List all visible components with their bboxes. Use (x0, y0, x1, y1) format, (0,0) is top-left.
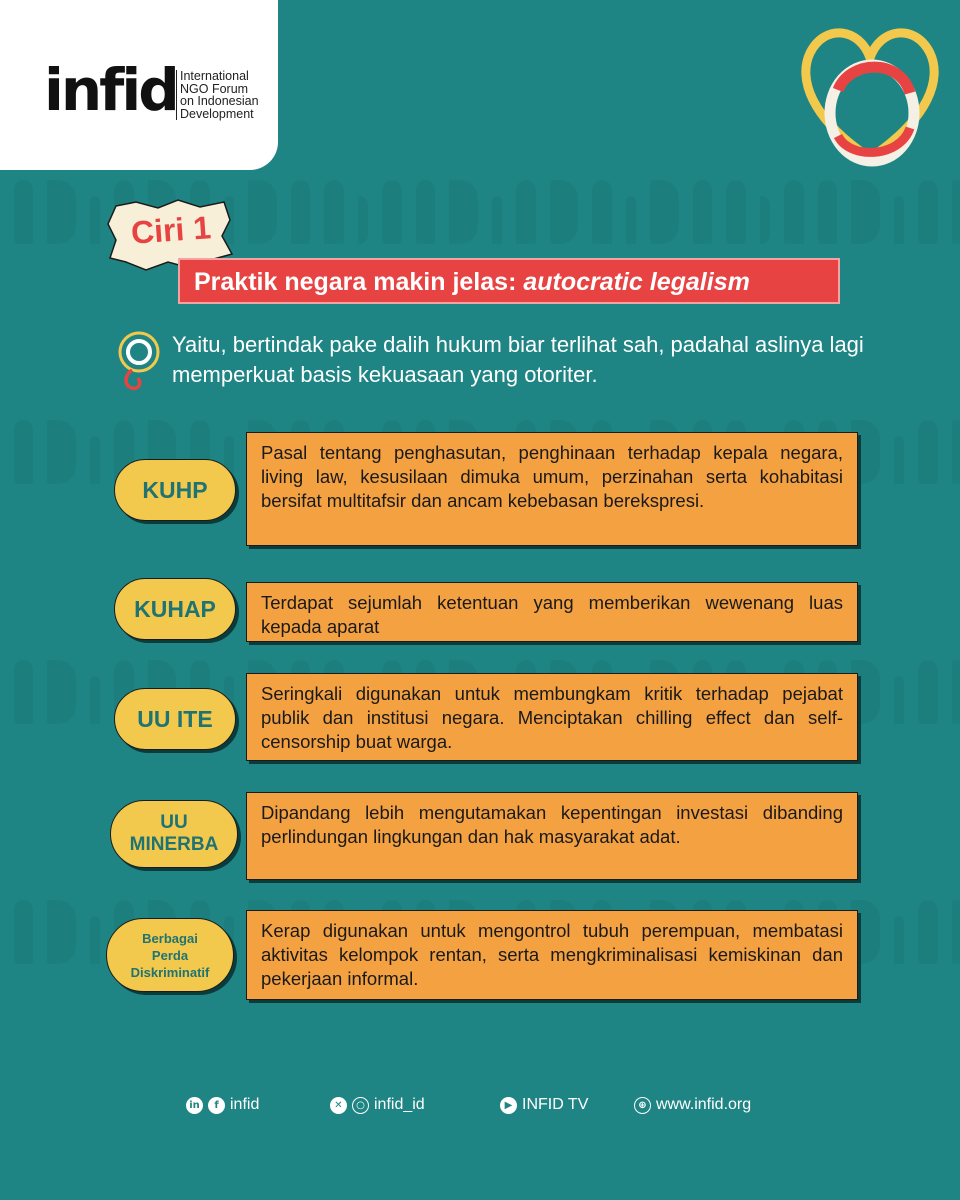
footer-website[interactable] (634, 1096, 751, 1114)
globe-icon: ⊕ (634, 1097, 651, 1114)
law-label-perda-diskriminatif (106, 918, 234, 992)
law-label-uu-ite (114, 688, 236, 750)
footer-website-url: www.infid.org (656, 1096, 752, 1113)
law-label-text: UU ITE (137, 705, 213, 732)
law-label-line: Diskriminatif (130, 964, 210, 980)
footer-youtube[interactable] (500, 1096, 588, 1114)
law-description-uu-ite: Seringkali digunakan untuk membungkam kritik terhadap pejabat publik dan institusi negara. Menciptakan chilling effect dan self-censorship buat warga. (246, 673, 858, 761)
law-description-perda-diskriminatif: Kerap digunakan untuk mengontrol tubuh perempuan, membatasi aktivitas kelompok rentan, serta mengkriminalisasi kemiskinan dan pekerjaan informal. (246, 910, 858, 1000)
title-emphasis: autocratic legalism (523, 268, 750, 296)
logo-subtitle-line: NGO Forum (180, 81, 249, 96)
law-description-kuhap: Terdapat sejumlah ketentuan yang memberikan wewenang luas kepada aparat (246, 582, 858, 642)
logo-subtitle-line: International (180, 69, 249, 83)
page-title (178, 258, 840, 304)
footer-x-instagram[interactable] (330, 1096, 425, 1114)
instagram-icon: ○ (352, 1097, 369, 1114)
intro-text: Yaitu, bertindak pake dalih hukum biar terlihat sah, padahal aslinya lagi memperkuat basis kekuasaan yang otoriter. (172, 332, 864, 387)
law-label-text: KUHP (142, 476, 208, 503)
footer-linkedin-facebook[interactable] (186, 1096, 259, 1114)
law-label-uu-minerba (110, 800, 238, 868)
logo-wordmark: infid (44, 56, 177, 124)
law-description-kuhp: Pasal tentang penghasutan, penghinaan terhadap kepala negara, living law, kesusilaan dimuka umum, perzinahan serta kohabitasi bersifat multitafsir dan ancam kebebasan berekspresi. (246, 432, 858, 546)
law-label-line: Perda (151, 947, 189, 963)
facebook-icon: f (208, 1097, 225, 1114)
youtube-icon: ▶ (500, 1097, 517, 1114)
law-label-text: KUHAP (134, 595, 216, 622)
law-label-line: MINERBA (129, 834, 219, 855)
rings-bullet-icon (116, 330, 162, 392)
logo-subtitle-line: on Indonesian (180, 94, 259, 108)
logo-card (0, 0, 278, 170)
logo-subtitle-line: Development (180, 106, 254, 121)
law-label-kuhap (114, 578, 236, 640)
ciri-label: Ciri 1 (129, 209, 213, 251)
law-label-line: UU (160, 812, 188, 833)
decorative-rings-icon (790, 18, 950, 168)
law-description-uu-minerba: Dipandang lebih mengutamakan kepentingan investasi dibanding perlindungan lingkungan dan hak masyarakat adat. (246, 792, 858, 880)
logo-subtitle (176, 70, 276, 120)
law-label-kuhp (114, 459, 236, 521)
linkedin-icon: in (186, 1097, 203, 1114)
footer-social-bar (0, 1096, 960, 1120)
footer-handle-infid: infid (230, 1096, 260, 1113)
footer-youtube-label: INFID TV (522, 1096, 589, 1113)
law-label-line: Berbagai (142, 930, 198, 946)
footer-handle-infid-id: infid_id (374, 1096, 425, 1113)
x-icon: ✕ (330, 1097, 347, 1114)
title-prefix: Praktik negara makin jelas: (194, 268, 524, 296)
